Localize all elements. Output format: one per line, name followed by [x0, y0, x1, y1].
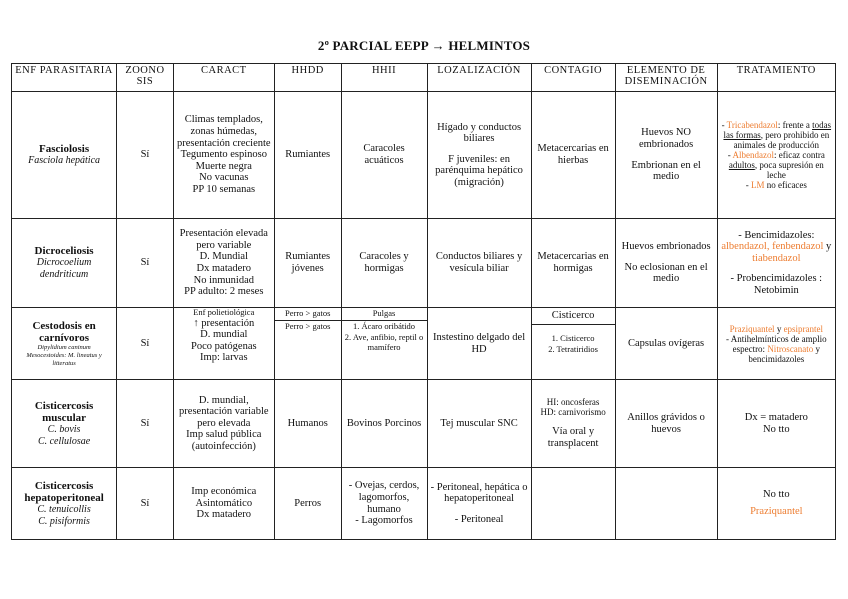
- caract-line: PP 10 semanas: [192, 183, 256, 195]
- caract-cell: [173, 380, 274, 468]
- species-name: C. cellulosae: [37, 435, 91, 447]
- caract-cell: [173, 308, 274, 380]
- hhdd-cell: Rumiantes: [274, 92, 341, 219]
- tratamiento-cell: - Tricabendazol: frente a todas las formas, pero prohibido en animales de producción - Albendazol: eficaz contra adultos, poca supresión en leche - LM no eficaces: [717, 92, 835, 219]
- table-row: [12, 219, 836, 308]
- caract-line: D. Mundial: [199, 251, 248, 263]
- page-title: 2º PARCIAL EEPP → HELMINTOS: [317, 38, 531, 53]
- elemento-line: Embrionan en el medio: [631, 159, 701, 183]
- disease-name: Cestodosis en carnívoros: [32, 319, 96, 344]
- disease-cell: [12, 92, 117, 219]
- header-zoonosis: ZOONO SIS: [117, 64, 174, 92]
- caract-cell: [173, 468, 274, 540]
- disease-name: Fasciolosis: [39, 143, 90, 155]
- drug-name: Tricabendazol: [726, 120, 778, 130]
- caract-line: Muerte negra: [195, 160, 252, 172]
- tratamiento-cell: [717, 380, 835, 468]
- localizacion-cell: [427, 468, 531, 540]
- hhdd-cell: Rumiantes jóvenes: [274, 219, 341, 308]
- species-name: Dicrocoelium dendriticum: [36, 257, 92, 280]
- species-name: C. pisiformis: [38, 515, 90, 527]
- elemento-cell: [615, 468, 717, 540]
- tratamiento-cell: Praziquantel y epsiprantel - Antihelmínticos de amplio espectro: Nitroscanato y bencimidazoles: [717, 308, 835, 380]
- caract-line: D. mundial: [200, 329, 248, 341]
- drug-name: Praziquantel: [750, 506, 803, 517]
- contagio-cell: Metacercarias en hierbas: [531, 92, 615, 219]
- hhdd-cell: Perros: [274, 468, 341, 540]
- header-hhdd: HHDD: [274, 64, 341, 92]
- caract-line: PP adulto: 2 meses: [184, 286, 264, 298]
- contagio-cell: [531, 308, 615, 380]
- drug-name: Praziquantel: [729, 323, 775, 334]
- drug-name: LM: [750, 180, 765, 190]
- contagio-cell: [531, 468, 615, 540]
- contagio-line: HD: carnivorismo: [540, 407, 606, 418]
- zoonosis-cell: Sí: [117, 468, 174, 540]
- caract-line: D. mundial, presentación variable pero elevada: [179, 394, 269, 429]
- hhii-cell: Caracoles acuáticos: [341, 92, 427, 219]
- zoonosis-cell: Sí: [117, 92, 174, 219]
- tratamiento-cell: - Bencimidazoles: albendazol, fenbendazol y tiabendazol - Probencimidazoles : Netobimin: [717, 219, 835, 308]
- disease-cell: [12, 380, 117, 468]
- species-name: Mesocestoides: M. lineatus y litteratus: [26, 351, 102, 367]
- caract-line: Dx matadero: [196, 509, 252, 521]
- drug-name: tiabendazol: [752, 252, 801, 264]
- header-elemento: ELEMENTO DE DISEMINACIÓN: [615, 64, 717, 92]
- tratamiento-line: Dx = matadero: [744, 411, 808, 423]
- tratamiento-line: No tto: [763, 489, 790, 501]
- drug-name: epsiprantel: [783, 323, 824, 334]
- contagio-cell: [531, 380, 615, 468]
- zoonosis-cell: Sí: [117, 308, 174, 380]
- localizacion-line: - Peritoneal, hepática o hepatoperitoneal: [430, 481, 528, 505]
- table-row: [12, 380, 836, 468]
- caract-line: Poco patógenas: [190, 340, 257, 352]
- hhdd-line: Perro > gatos: [274, 308, 341, 321]
- caract-line: No inmunidad: [193, 274, 254, 286]
- elemento-cell: [615, 92, 717, 219]
- species-name: Fasciola hepática: [28, 155, 101, 166]
- hhdd-line: Perro > gatos: [285, 320, 331, 331]
- caract-line: presentación creciente: [177, 137, 271, 149]
- caract-line: ↑ presentación: [193, 317, 255, 329]
- disease-cell: [12, 308, 117, 380]
- header-enf: ENF PARASITARIA: [12, 64, 117, 92]
- hhii-cell: [341, 308, 427, 380]
- hhii-cell: Bovinos Porcinos: [341, 380, 427, 468]
- disease-cell: [12, 468, 117, 540]
- drug-name: Nitroscanato: [767, 343, 814, 354]
- localizacion-cell: Conductos biliares y vesícula biliar: [427, 219, 531, 308]
- caract-cell: [173, 92, 274, 219]
- localizacion-cell: [427, 92, 531, 219]
- hhii-line: 2. Ave, anfibio, reptil o mamífero: [344, 332, 424, 352]
- table-row: [12, 308, 836, 380]
- elemento-line: Huevos embrionados: [621, 241, 711, 253]
- hhii-line: 1. Ácaro oribátido: [352, 320, 416, 331]
- header-tratamiento: TRATAMIENTO: [717, 64, 835, 92]
- hhii-cell: Caracoles y hormigas: [341, 219, 427, 308]
- localizacion-cell: Instestino delgado del HD: [427, 308, 531, 380]
- helminths-table: [11, 63, 836, 540]
- hhdd-cell: Humanos: [274, 380, 341, 468]
- header-caract: CARACT: [173, 64, 274, 92]
- tratamiento-line: No tto: [763, 423, 790, 435]
- contagio-line: 2. Tetratiridios: [548, 344, 598, 355]
- elemento-line: Huevos NO embrionados: [638, 127, 694, 150]
- caract-line: Imp salud pública (autoinfección): [186, 429, 262, 452]
- hhii-line: - Lagomorfos: [355, 515, 413, 527]
- contagio-line: 1. Cisticerco: [551, 332, 595, 343]
- elemento-cell: Anillos grávidos o huevos: [615, 380, 717, 468]
- hhii-cell: [341, 468, 427, 540]
- elemento-cell: Capsulas ovígeras: [615, 308, 717, 380]
- header-row: [12, 64, 836, 92]
- contagio-line: HI: oncosferas: [546, 397, 600, 408]
- table-row: [12, 92, 836, 219]
- species-name: C. bovis: [47, 423, 81, 435]
- caract-cell: [173, 219, 274, 308]
- contagio-line: Vía oral y transplacent: [547, 426, 599, 449]
- hhii-line: - Ovejas, cerdos, lagomorfos, humano: [348, 480, 420, 515]
- caract-line: Enf polietiológica: [193, 307, 255, 317]
- caract-line: Imp económica: [191, 486, 257, 498]
- caract-line: No vacunas: [199, 172, 249, 184]
- drug-name: albendazol, fenbendazol: [721, 241, 824, 253]
- hhdd-cell: [274, 308, 341, 380]
- localizacion-line: - Peritoneal: [454, 513, 504, 525]
- zoonosis-cell: Sí: [117, 380, 174, 468]
- zoonosis-cell: Sí: [117, 219, 174, 308]
- contagio-line: Cisticerco: [531, 308, 615, 325]
- localizacion-line: Hígado y conductos biliares: [437, 121, 522, 145]
- elemento-line: No eclosionan en el medio: [624, 261, 708, 285]
- species-name: Dipylidium caninum: [37, 343, 91, 351]
- caract-line: Imp: larvas: [200, 352, 248, 364]
- disease-name: Cisticercosis muscular: [34, 399, 94, 424]
- caract-line: Climas templados, zonas húmedas,: [184, 114, 263, 138]
- caract-line: Dx matadero: [196, 263, 252, 274]
- elemento-cell: [615, 219, 717, 308]
- disease-name: Dicroceliosis: [34, 245, 94, 257]
- hhii-line: Pulgas: [341, 308, 427, 321]
- disease-cell: [12, 219, 117, 308]
- localizacion-line: F juveniles: en parénquima hepático (migración): [435, 153, 523, 188]
- header-hhii: HHII: [341, 64, 427, 92]
- localizacion-cell: Tej muscular SNC: [427, 380, 531, 468]
- header-localizacion: LOZALIZACIÓN: [427, 64, 531, 92]
- table-row: [12, 468, 836, 540]
- tratamiento-cell: [717, 468, 835, 540]
- caract-line: Asintomático: [195, 497, 253, 509]
- caract-line: Tegumento espinoso: [180, 149, 268, 161]
- drug-name: Albendazol: [732, 150, 774, 160]
- species-name: C. tenuicollis: [37, 503, 91, 515]
- contagio-cell: Metacercarias en hormigas: [531, 219, 615, 308]
- caract-line: Presentación elevada pero variable: [179, 228, 268, 251]
- header-contagio: CONTAGIO: [531, 64, 615, 92]
- disease-name: Cisticercosis hepatoperitoneal: [24, 479, 104, 504]
